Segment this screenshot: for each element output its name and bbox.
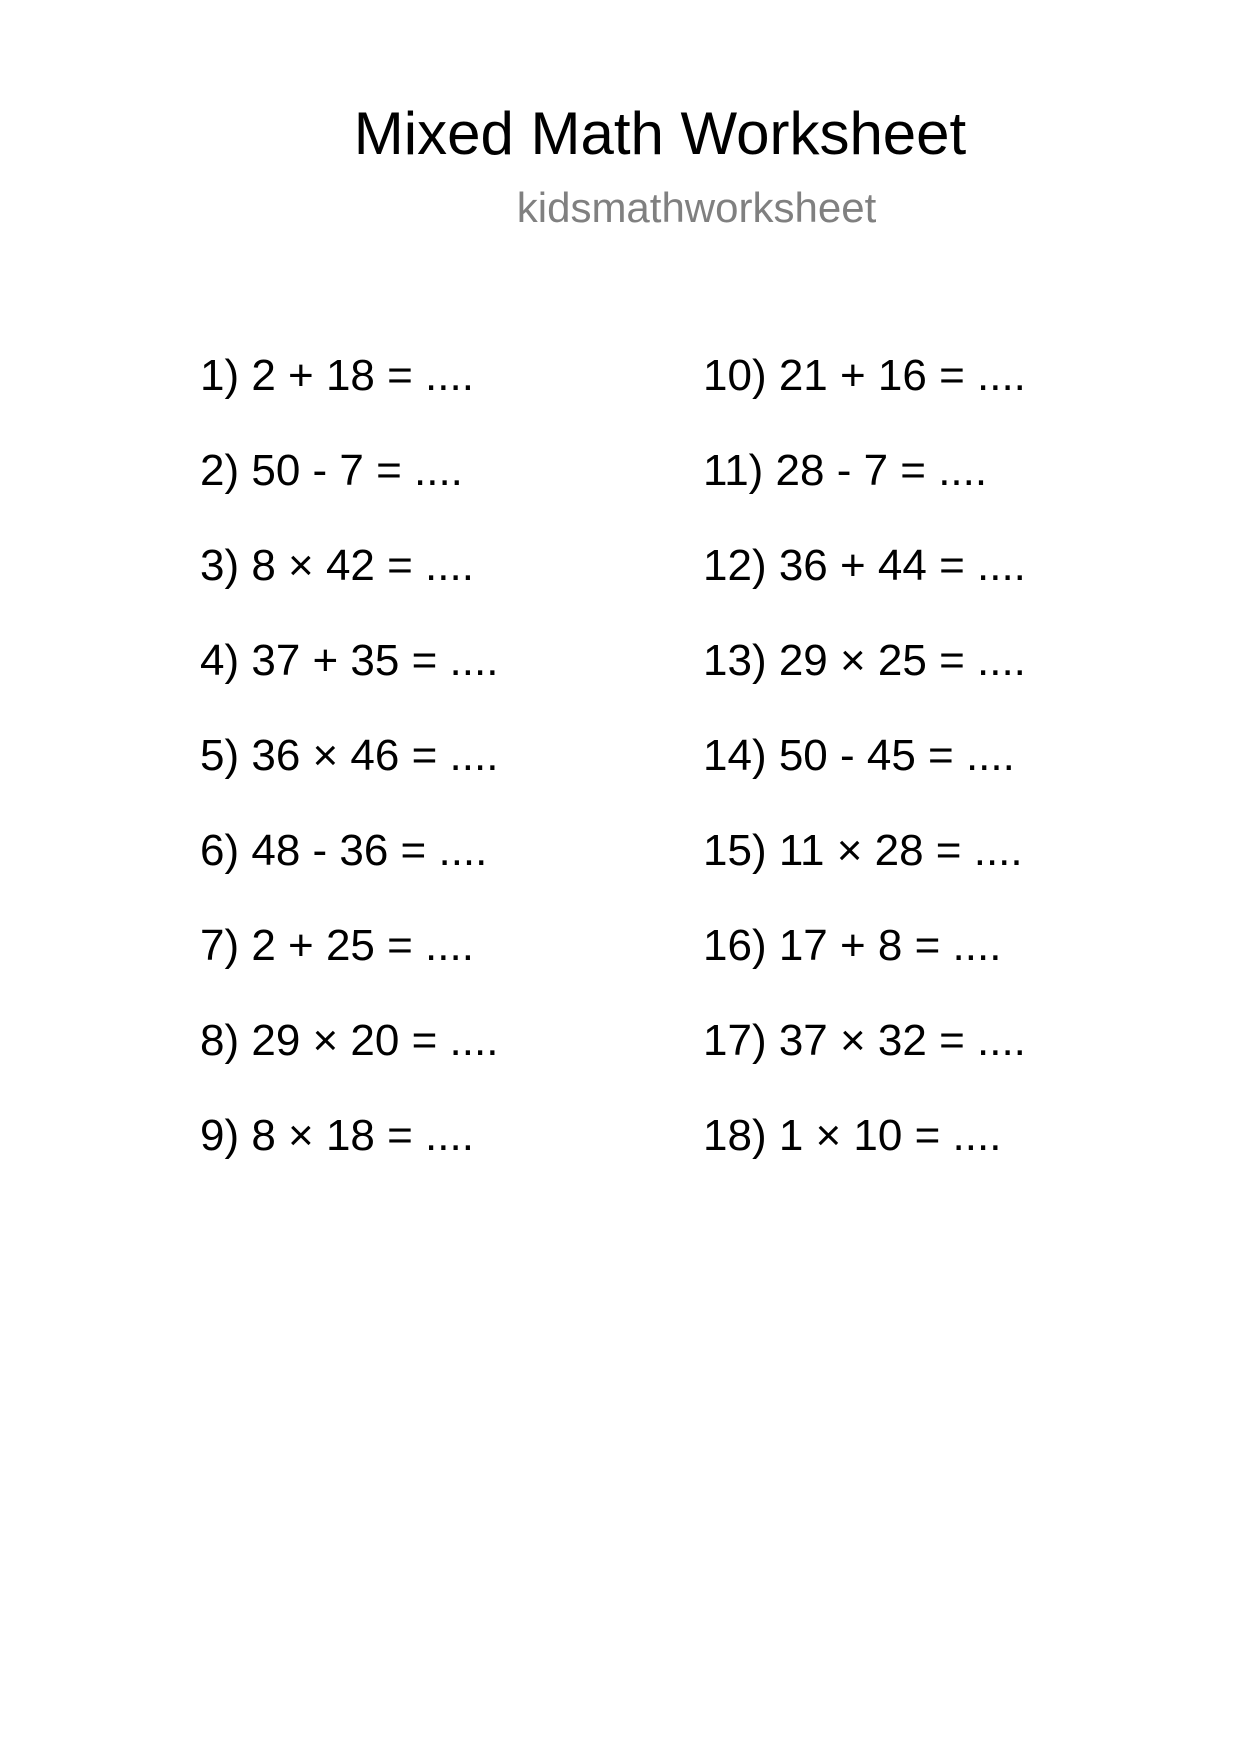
problem-item: 6) 48 - 36 = .... — [200, 826, 488, 875]
problem-item: 9) 8 × 18 = .... — [200, 1111, 474, 1160]
problem-item: 11) 28 - 7 = .... — [703, 446, 988, 495]
worksheet-title: Mixed Math Worksheet — [353, 100, 967, 167]
problem-item: 8) 29 × 20 = .... — [200, 1016, 499, 1065]
problem-item: 10) 21 + 16 = .... — [703, 351, 1026, 400]
problem-item: 4) 37 + 35 = .... — [200, 636, 499, 685]
problem-item: 1) 2 + 18 = .... — [200, 351, 474, 400]
problem-item: 2) 50 - 7 = .... — [200, 446, 463, 495]
problem-item: 14) 50 - 45 = .... — [703, 731, 1015, 780]
problem-item: 13) 29 × 25 = .... — [703, 636, 1026, 685]
problem-item: 18) 1 × 10 = .... — [703, 1111, 1002, 1160]
problem-item: 5) 36 × 46 = .... — [200, 731, 499, 780]
problems-left-column — [200, 350, 498, 1205]
worksheet-subtitle: kidsmathworksheet — [516, 184, 877, 231]
problem-item: 3) 8 × 42 = .... — [200, 541, 474, 590]
problem-item: 12) 36 + 44 = .... — [703, 541, 1026, 590]
problem-item: 17) 37 × 32 = .... — [703, 1016, 1026, 1065]
problem-item: 16) 17 + 8 = .... — [703, 921, 1002, 970]
problem-item: 15) 11 × 28 = .... — [703, 826, 1023, 875]
problems-right-column — [703, 350, 1026, 1205]
problem-item: 7) 2 + 25 = .... — [200, 921, 474, 970]
